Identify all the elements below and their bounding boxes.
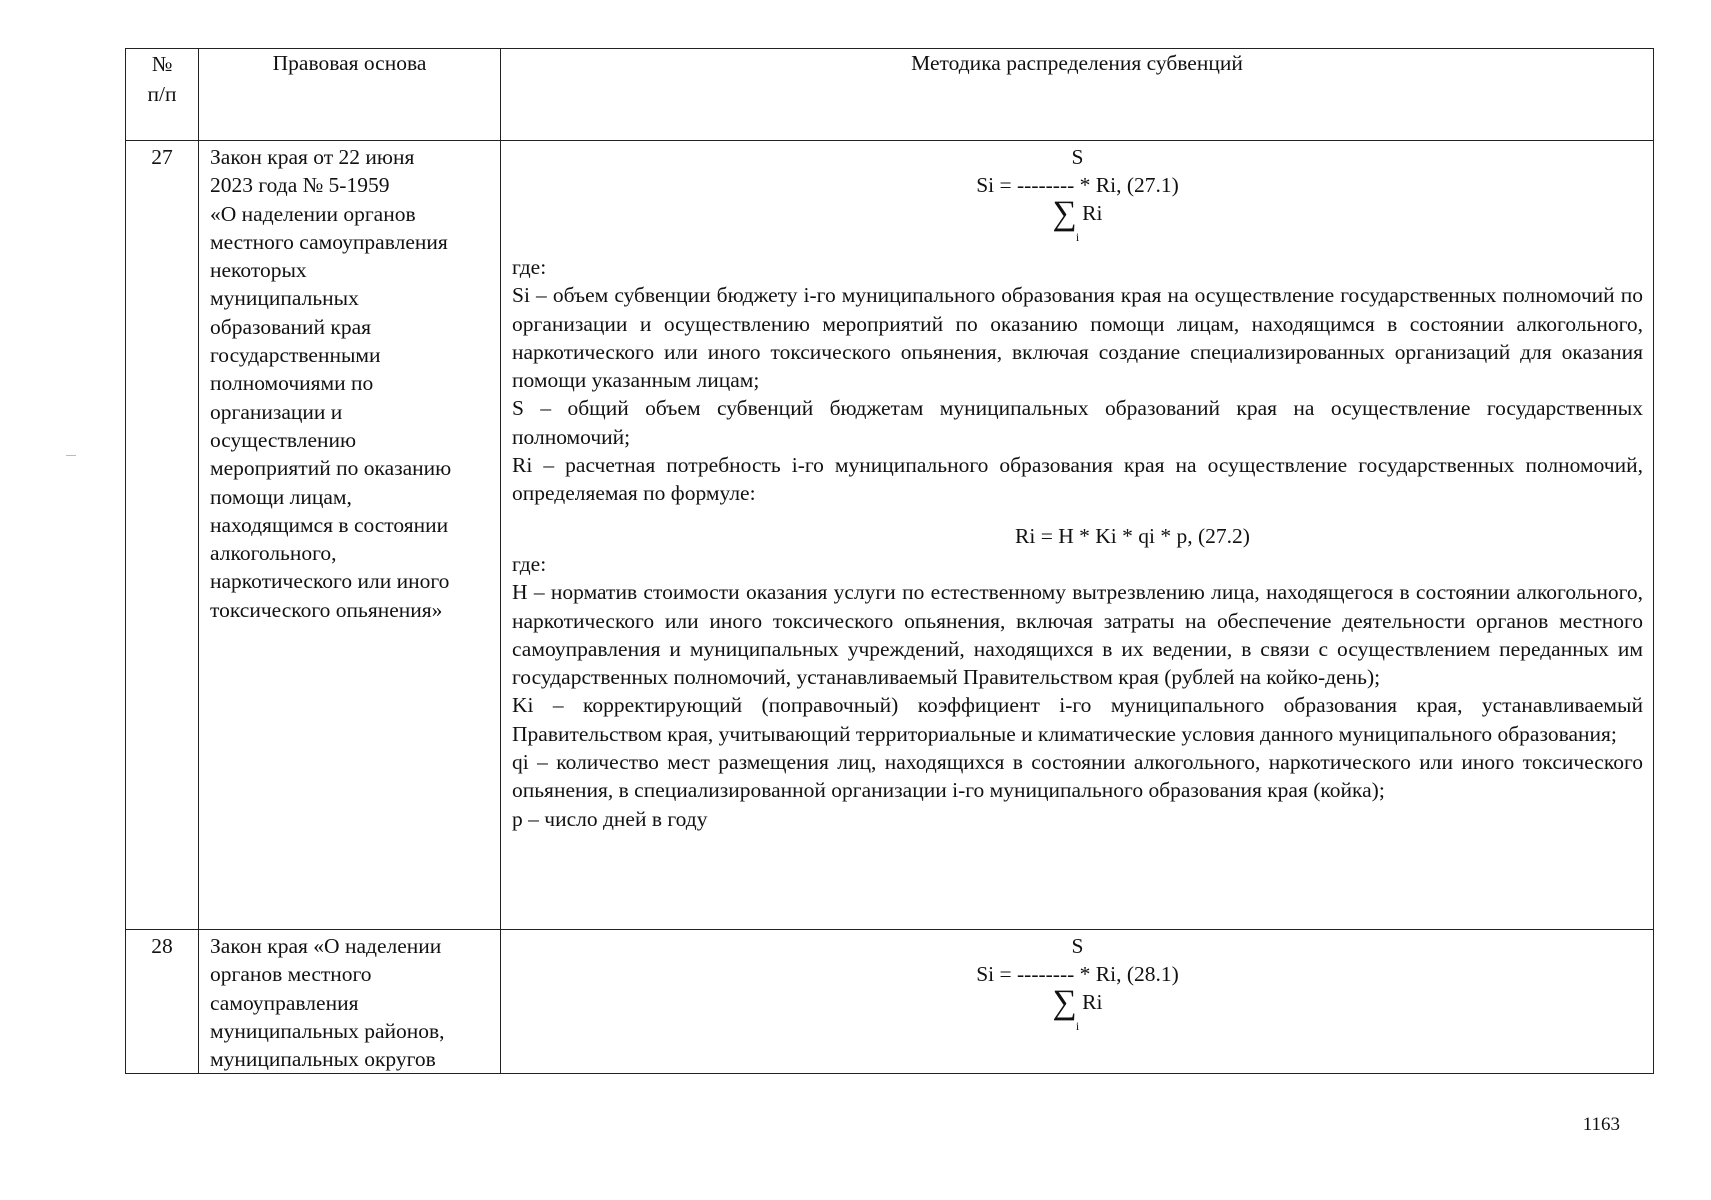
header-number [126,49,199,141]
legal-line: государственными [210,343,381,368]
legal-line: наркотического или иного [210,569,450,594]
legal-line: образований края [210,314,372,339]
definition-qi: qi – количество мест размещения лиц, находящихся в состоянии алкогольного, наркотического или иного токсического опьянения, в специализированной организации i-го муниципального образования края (койка); [512,750,1643,803]
header-number-label: п/п [147,82,177,106]
legal-line: некоторых [210,258,307,283]
formula-main: Si = -------- * Ri, (27.1) [976,173,1179,197]
legal-line: местного самоуправления [210,229,448,254]
legal-line: «О наделении органов [210,201,416,226]
legal-line: 2023 года № 5-1959 [210,173,390,198]
formula-numerator: S [1071,934,1084,958]
legal-line: находящимся в состоянии [210,512,449,537]
legal-line: полномочиями по [210,371,374,396]
table-header-row [126,49,1654,141]
page-number: 1163 [1582,1114,1620,1135]
legal-line: мероприятий по оказанию [210,456,452,481]
legal-line: муниципальных округов [210,1047,436,1072]
definition-s: S – общий объем субвенций бюджетам муниципальных образований края на осуществление государственных полномочий; [512,396,1643,449]
sigma-subscript: i [1075,1019,1080,1033]
methodology-cell [501,141,1654,930]
legal-basis-cell [199,141,501,930]
formula-27-2: Ri = Н * Ki * qi * p, (27.2) [1015,523,1250,548]
formula-denominator [512,984,1643,1021]
definition-h: Н – норматив стоимости оказания услуги по естественному вытрезвлению лица, находящегося в состоянии алкогольного, наркотического или иного токсического опьянения, включая затраты на обеспечение деятельности органов местного самоуправления и муниципальных учреждений, находящихся в их ведении, в связи с осуществлением переданных им государственных полномочий, устанавливаемый Правительством края (рублей на койко-день); [512,580,1643,690]
header-legal-basis: Правовая основа [199,49,501,141]
header-methodology: Методика распределения субвенций [501,49,1654,141]
legal-line: самоуправления [210,990,359,1015]
where-label: где: [512,255,547,279]
formula-denominator-text: Ri [1082,990,1103,1014]
where-label: где: [512,551,547,576]
legal-line: органов местного [210,962,372,987]
formula-28-1 [512,932,1643,1042]
row-number: 28 [126,930,199,1074]
definition-ri: Ri – расчетная потребность i-го муниципального образования края на осуществление государственных полномочий, определяемая по формуле: [512,453,1643,506]
legal-line: алкогольного, [210,541,337,566]
formula-numerator: S [1071,145,1084,169]
sigma-symbol: ∑ [1052,984,1077,1021]
legal-line: токсического опьянения» [210,597,443,622]
formula-27-1 [512,143,1643,253]
table-row [126,930,1654,1074]
formula-main: Si = -------- * Ri, (28.1) [976,962,1179,986]
table-row [126,141,1654,930]
sigma-subscript: i [1075,230,1080,244]
row-number: 27 [126,141,199,930]
header-number-symbol: № [151,52,173,76]
legal-line: муниципальных [210,286,359,311]
margin-mark [66,455,76,456]
legal-line: помощи лицам, [210,484,352,509]
legal-line: Закон края «О наделении [210,934,442,958]
definition-si: Si – объем субвенции бюджету i-го муниципального образования края на осуществление государственных полномочий по организации и осуществлению мероприятий по оказанию помощи лицам, находящимся в состоянии алкогольного, наркотического или иного токсического опьянения, включая создание специализированных организаций для оказания помощи указанным лицам; [512,283,1643,393]
subvention-table [125,48,1654,1074]
methodology-cell [501,930,1654,1074]
definition-p: p – число дней в году [512,806,708,831]
legal-line: Закон края от 22 июня [210,145,415,169]
definition-ki: Ki – корректирующий (поправочный) коэффициент i-го муниципального образования края, устанавливаемый Правительством края, учитывающий территориальные и климатические условия данного муниципального образования; [512,693,1643,746]
legal-basis-cell [199,930,501,1074]
legal-line: организации и [210,399,343,424]
sigma-symbol: ∑ [1052,195,1077,232]
legal-line: муниципальных районов, [210,1018,445,1043]
legal-line: осуществлению [210,427,357,452]
formula-denominator [512,195,1643,232]
formula-denominator-text: Ri [1082,201,1103,225]
